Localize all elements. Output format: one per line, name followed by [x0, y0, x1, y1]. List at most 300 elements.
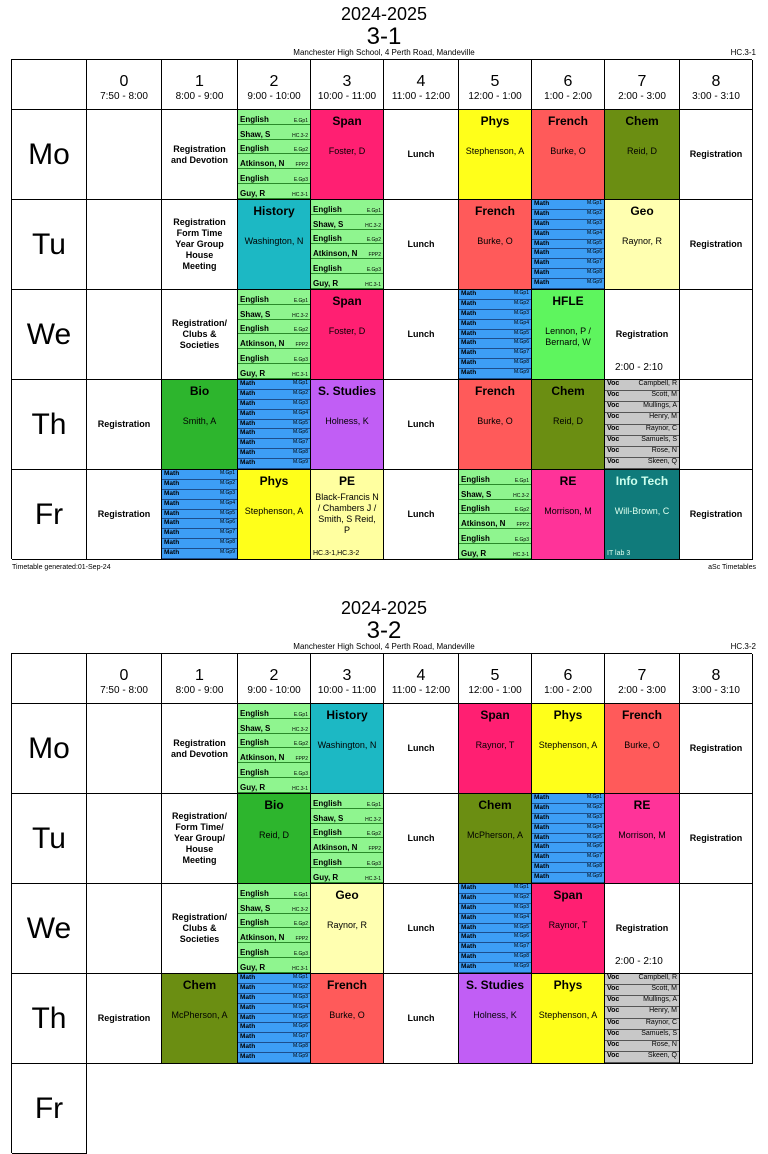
group-code: HC.3-2 — [292, 726, 308, 733]
english-group-row — [459, 514, 531, 529]
activity-cell[interactable] — [384, 290, 459, 380]
math-group-row — [532, 853, 604, 863]
group-code: M.Gp5 — [586, 833, 602, 840]
group-code: M.Gp7 — [513, 349, 529, 356]
subject-cell[interactable] — [459, 200, 532, 290]
registration-time: 2:00 - 2:10 — [615, 362, 663, 373]
period-header — [311, 60, 384, 110]
group-label: Math — [534, 279, 550, 287]
group-code: M.Gp1 — [292, 974, 308, 980]
group-label: Math — [534, 794, 550, 801]
group-code: M.Gp7 — [586, 853, 602, 860]
group-code: HC.3-2 — [365, 816, 381, 823]
math-group-row — [162, 549, 237, 559]
subject-name: History — [326, 708, 368, 722]
english-group-row — [459, 529, 531, 544]
teacher-name: Raynor, T — [475, 740, 515, 750]
group-code: E.Gp2 — [514, 507, 529, 514]
activity-cell[interactable] — [680, 470, 753, 560]
math-group-row — [459, 953, 531, 963]
english-group-row — [238, 899, 310, 914]
subject-cell[interactable] — [459, 704, 532, 794]
group-code: M.Gp3 — [513, 903, 529, 910]
english-groups-cell[interactable] — [238, 110, 311, 200]
group-label: Voc — [607, 996, 620, 1004]
activity-cell[interactable] — [384, 470, 459, 560]
activity-text: House — [185, 250, 214, 260]
period-time: 3:00 - 3:10 — [692, 685, 740, 696]
activity-text: Lunch — [407, 509, 435, 519]
group-code: M.Gp2 — [292, 389, 308, 396]
group-code: E.Gp1 — [366, 801, 381, 808]
subject-cell[interactable] — [311, 290, 384, 380]
voc-group-row — [605, 402, 679, 413]
group-code: M.Gp1 — [586, 200, 602, 206]
math-group-row — [532, 814, 604, 824]
voc-group-row — [605, 1052, 679, 1063]
group-code: HC.3-2 — [292, 312, 308, 319]
group-code: HC.3-2 — [292, 132, 308, 139]
period-number: 1 — [195, 667, 204, 684]
subject-cell[interactable] — [532, 380, 605, 470]
group-code: M.Gp4 — [513, 913, 529, 920]
teacher-name: Morrison, M — [544, 506, 592, 516]
teacher-name: Raynor, R — [621, 236, 663, 246]
teacher-name: Stephenson, A — [538, 740, 598, 750]
group-label: English — [313, 264, 342, 274]
activity-cell[interactable] — [680, 110, 753, 200]
subject-name: French — [326, 978, 367, 992]
english-group-stack — [238, 110, 310, 199]
subject-cell[interactable] — [311, 884, 384, 974]
math-group-row — [532, 824, 604, 834]
subject-cell[interactable] — [311, 704, 384, 794]
subject-cell[interactable] — [238, 470, 311, 560]
subject-cell[interactable] — [605, 470, 680, 560]
english-group-row — [311, 244, 383, 259]
english-group-row — [238, 110, 310, 125]
period-number: 7 — [637, 667, 647, 684]
group-label: Atkinson, N — [240, 753, 285, 763]
math-group-row — [532, 269, 604, 279]
group-code: E.Gp2 — [293, 921, 308, 928]
english-group-stack — [459, 470, 531, 559]
math-group-row — [459, 290, 531, 300]
activity-text: Meeting — [182, 261, 217, 271]
year-heading: 2024-2025 — [340, 598, 428, 618]
group-teacher: Henry, M — [649, 413, 677, 421]
day-label: We — [12, 884, 87, 974]
subject-cell[interactable] — [605, 200, 680, 290]
english-group-row — [459, 485, 531, 500]
teacher-name: Smith, A — [182, 416, 217, 426]
activity-cell[interactable] — [680, 200, 753, 290]
subject-name: Span — [480, 708, 510, 722]
subject-cell[interactable] — [162, 974, 238, 1064]
math-groups-cell[interactable] — [238, 380, 311, 470]
subject-cell[interactable] — [238, 794, 311, 884]
math-group-row — [238, 1033, 310, 1043]
activity-cell[interactable] — [162, 290, 238, 380]
group-label: Math — [461, 884, 477, 891]
group-code: E.Gp1 — [293, 891, 308, 898]
period-time: 11:00 - 12:00 — [391, 685, 451, 696]
english-group-row — [238, 958, 310, 973]
math-group-row — [532, 843, 604, 853]
subject-cell[interactable] — [532, 110, 605, 200]
subject-cell[interactable] — [238, 200, 311, 290]
english-group-row — [459, 544, 531, 559]
period-header — [162, 60, 238, 110]
group-label: Shaw, S — [461, 489, 492, 499]
teacher-name: Stephenson, A — [465, 146, 525, 156]
group-label: Voc — [607, 1051, 620, 1059]
teacher-name: Washington, N — [244, 236, 304, 246]
math-group-row — [532, 230, 604, 240]
english-group-row — [311, 809, 383, 824]
subject-name: Span — [553, 888, 583, 902]
math-group-row — [162, 480, 237, 490]
math-groups-cell[interactable] — [532, 794, 605, 884]
activity-text: Year Group/ — [173, 833, 226, 843]
english-group-row — [238, 364, 310, 379]
school-address: Manchester High School, 4 Perth Road, Mandeville — [293, 642, 475, 651]
group-label: Math — [534, 269, 550, 277]
math-group-stack — [532, 794, 604, 883]
activity-cell[interactable] — [384, 974, 459, 1064]
group-label: Math — [534, 833, 550, 841]
group-code: M.Gp7 — [292, 439, 308, 446]
math-groups-cell[interactable] — [532, 200, 605, 290]
english-group-row — [238, 154, 310, 169]
grid-corner — [12, 60, 87, 110]
english-groups-cell[interactable] — [311, 794, 384, 884]
group-code: E.Gp3 — [293, 951, 308, 958]
math-group-row — [459, 320, 531, 330]
group-label: English — [240, 294, 269, 304]
group-code: FPP2 — [368, 846, 381, 853]
group-label: English — [240, 738, 269, 748]
timetable-grid — [11, 59, 752, 559]
group-code: M.Gp4 — [586, 823, 602, 830]
group-code: M.Gp8 — [513, 953, 529, 960]
subject-name: Chem — [182, 978, 217, 992]
period-number: 5 — [490, 73, 500, 90]
group-label: Voc — [607, 1018, 620, 1026]
activity-cell[interactable] — [162, 884, 238, 974]
empty-cell — [680, 884, 753, 974]
period-header — [680, 60, 753, 110]
math-groups-cell[interactable] — [459, 290, 532, 380]
math-group-row — [238, 429, 310, 439]
period-number: 6 — [563, 667, 573, 684]
teacher-name: Black-Francis N / Chambers J / Smith, S Reid, P — [315, 492, 379, 535]
subject-cell[interactable] — [532, 290, 605, 380]
group-code: M.Gp2 — [513, 893, 529, 900]
math-group-row — [532, 259, 604, 269]
group-label: English — [240, 888, 269, 898]
group-label: Voc — [607, 446, 620, 454]
subject-name: HFLE — [552, 294, 584, 308]
activity-cell[interactable] — [680, 794, 753, 884]
english-group-row — [311, 215, 383, 230]
group-label: Math — [534, 259, 550, 267]
english-group-row — [238, 928, 310, 943]
group-label: Math — [534, 873, 550, 881]
period-number: 1 — [195, 73, 204, 90]
activity-cell[interactable] — [384, 794, 459, 884]
activity-cell[interactable] — [384, 200, 459, 290]
group-code: E.Gp3 — [293, 357, 308, 364]
activity-text: Lunch — [407, 1013, 435, 1023]
activity-text: and Devotion — [170, 748, 228, 759]
math-groups-cell[interactable] — [162, 470, 238, 560]
registration-cell[interactable] — [605, 884, 680, 974]
activity-cell[interactable] — [384, 884, 459, 974]
activity-cell[interactable] — [87, 470, 162, 560]
math-group-row — [532, 804, 604, 814]
group-code: M.Gp9 — [292, 1053, 308, 1060]
subject-cell[interactable] — [311, 380, 384, 470]
activity-cell[interactable] — [384, 380, 459, 470]
group-label: Math — [461, 349, 477, 357]
english-group-row — [238, 914, 310, 929]
group-code: E.Gp2 — [293, 147, 308, 154]
group-label: Math — [461, 953, 477, 961]
math-group-stack — [238, 380, 310, 469]
group-code: M.Gp1 — [586, 794, 602, 800]
period-header — [384, 60, 459, 110]
period-number: 4 — [416, 667, 426, 684]
group-label: English — [461, 474, 490, 484]
activity-cell[interactable] — [162, 110, 238, 200]
group-label: Shaw, S — [313, 219, 344, 229]
english-group-row — [238, 125, 310, 140]
period-time: 10:00 - 11:00 — [317, 91, 377, 102]
teacher-name: Burke, O — [550, 146, 586, 156]
group-label: Math — [461, 943, 477, 951]
subject-cell[interactable] — [162, 380, 238, 470]
subject-cell[interactable] — [459, 794, 532, 884]
math-group-row — [459, 943, 531, 953]
empty-cell — [87, 110, 162, 200]
activity-cell[interactable] — [162, 794, 238, 884]
math-group-row — [532, 200, 604, 210]
group-teacher: Samuels, S — [641, 1029, 677, 1037]
empty-cell — [680, 974, 753, 1064]
grid-corner — [12, 654, 87, 704]
group-label: Voc — [607, 1029, 620, 1037]
english-groups-cell[interactable] — [238, 290, 311, 380]
math-groups-cell[interactable] — [238, 974, 311, 1064]
math-group-row — [532, 240, 604, 250]
group-label: Atkinson, N — [461, 519, 506, 529]
group-label: Voc — [607, 457, 620, 465]
activity-text: Registration — [97, 509, 151, 519]
group-code: FPP2 — [295, 162, 308, 169]
group-label: Math — [240, 419, 256, 427]
group-label: Guy, R — [240, 962, 266, 972]
subject-cell[interactable] — [459, 974, 532, 1064]
math-group-row — [238, 400, 310, 410]
subject-cell[interactable] — [532, 470, 605, 560]
activity-cell[interactable] — [87, 974, 162, 1064]
teacher-name: Holness, K — [473, 1010, 517, 1020]
group-label: Math — [164, 489, 180, 497]
group-code: M.Gp5 — [292, 419, 308, 426]
registration-cell[interactable] — [605, 290, 680, 380]
group-label: Math — [534, 229, 550, 237]
period-time: 2:00 - 3:00 — [618, 685, 666, 696]
group-code: M.Gp4 — [586, 229, 602, 236]
subject-cell[interactable] — [532, 704, 605, 794]
group-label: Math — [461, 913, 477, 921]
group-code: M.Gp9 — [513, 963, 529, 970]
group-code: M.Gp6 — [586, 843, 602, 850]
group-code: E.Gp2 — [293, 327, 308, 334]
group-code: M.Gp5 — [292, 1013, 308, 1020]
math-group-row — [459, 369, 531, 379]
group-label: English — [461, 504, 490, 514]
group-code: HC.3-1 — [513, 551, 529, 558]
class-heading: 3-1 — [366, 23, 402, 50]
group-code: FPP2 — [295, 342, 308, 349]
activity-cell[interactable] — [162, 200, 238, 290]
voc-groups-cell[interactable] — [605, 974, 680, 1064]
english-groups-cell[interactable] — [238, 704, 311, 794]
group-label: Math — [240, 1003, 256, 1011]
group-code: E.Gp3 — [514, 537, 529, 544]
period-time: 1:00 - 2:00 — [544, 91, 592, 102]
subject-cell[interactable] — [311, 470, 384, 560]
period-time: 10:00 - 11:00 — [317, 685, 377, 696]
group-teacher: Scott, M — [651, 391, 677, 399]
english-group-row — [238, 140, 310, 155]
activity-text: Lunch — [407, 419, 435, 429]
math-group-row — [459, 933, 531, 943]
english-group-stack — [311, 794, 383, 883]
group-label: Guy, R — [461, 548, 487, 558]
group-code: M.Gp4 — [219, 499, 235, 506]
activity-cell[interactable] — [162, 704, 238, 794]
period-number: 8 — [711, 73, 721, 90]
period-time: 2:00 - 3:00 — [618, 91, 666, 102]
math-groups-cell[interactable] — [459, 884, 532, 974]
group-teacher: Campbell, R — [638, 380, 677, 387]
empty-cell — [87, 704, 162, 794]
group-label: Atkinson, N — [240, 933, 285, 943]
activity-text: Registration — [615, 923, 669, 933]
voc-groups-cell[interactable] — [605, 380, 680, 470]
subject-cell[interactable] — [605, 704, 680, 794]
subject-cell[interactable] — [311, 110, 384, 200]
math-group-row — [238, 1014, 310, 1024]
subject-cell[interactable] — [532, 884, 605, 974]
activity-cell[interactable] — [384, 704, 459, 794]
group-label: Shaw, S — [313, 813, 344, 823]
english-group-row — [238, 763, 310, 778]
group-code: M.Gp9 — [292, 459, 308, 466]
activity-text: Form Time/ — [175, 822, 224, 832]
english-groups-cell[interactable] — [459, 470, 532, 560]
activity-text: Registration — [97, 419, 151, 429]
subject-cell[interactable] — [605, 794, 680, 884]
voc-group-row — [605, 458, 679, 469]
math-group-row — [238, 390, 310, 400]
activity-text: Registration/ — [171, 811, 227, 821]
english-group-row — [238, 778, 310, 793]
math-group-row — [238, 1004, 310, 1014]
voc-group-row — [605, 447, 679, 458]
group-code: M.Gp3 — [292, 399, 308, 406]
timetable-grid — [11, 653, 752, 1153]
subject-cell[interactable] — [459, 380, 532, 470]
voc-group-row — [605, 996, 679, 1007]
group-label: Math — [164, 479, 180, 487]
math-group-row — [238, 1043, 310, 1053]
english-group-row — [238, 734, 310, 749]
math-group-row — [459, 884, 531, 894]
math-group-row — [162, 539, 237, 549]
group-code: M.Gp7 — [513, 943, 529, 950]
activity-cell[interactable] — [680, 704, 753, 794]
subject-cell[interactable] — [311, 974, 384, 1064]
subject-cell[interactable] — [532, 974, 605, 1064]
group-code: M.Gp6 — [292, 429, 308, 436]
group-label: Shaw, S — [240, 129, 271, 139]
math-group-row — [532, 834, 604, 844]
group-code: FPP2 — [295, 936, 308, 943]
activity-text: Registration — [173, 143, 226, 154]
group-code: M.Gp4 — [513, 319, 529, 326]
activity-cell[interactable] — [87, 380, 162, 470]
group-code: E.Gp2 — [366, 237, 381, 244]
period-number: 3 — [342, 73, 352, 90]
subject-cell[interactable] — [605, 110, 680, 200]
subject-name: Info Tech — [615, 474, 669, 488]
teacher-name: Raynor, R — [326, 920, 368, 930]
subject-name: French — [474, 204, 515, 218]
group-teacher: Rose, N — [651, 446, 677, 454]
class-heading: 3-2 — [366, 617, 402, 644]
day-label: Fr — [12, 470, 87, 560]
teacher-name: Burke, O — [477, 236, 513, 246]
teacher-name: McPherson, A — [171, 1010, 228, 1020]
activity-text: Registration/ — [171, 318, 227, 328]
english-groups-cell[interactable] — [238, 884, 311, 974]
subject-name: French — [621, 708, 662, 722]
activity-text: Lunch — [407, 743, 435, 753]
math-group-row — [459, 330, 531, 340]
subject-cell[interactable] — [459, 110, 532, 200]
math-group-row — [162, 519, 237, 529]
group-label: Math — [534, 843, 550, 851]
english-groups-cell[interactable] — [311, 200, 384, 290]
group-code: M.Gp8 — [292, 1043, 308, 1050]
group-teacher: Skeen, Q — [647, 457, 677, 465]
period-time: 9:00 - 10:00 — [247, 685, 301, 696]
period-header — [605, 654, 680, 704]
group-label: Math — [461, 299, 477, 307]
registration-time: 2:00 - 2:10 — [615, 956, 663, 967]
group-label: Math — [461, 309, 477, 317]
activity-cell[interactable] — [384, 110, 459, 200]
group-code: E.Gp3 — [366, 861, 381, 868]
period-time: 1:00 - 2:00 — [544, 685, 592, 696]
group-label: Math — [534, 200, 550, 207]
group-label: English — [313, 828, 342, 838]
group-label: Math — [461, 923, 477, 931]
